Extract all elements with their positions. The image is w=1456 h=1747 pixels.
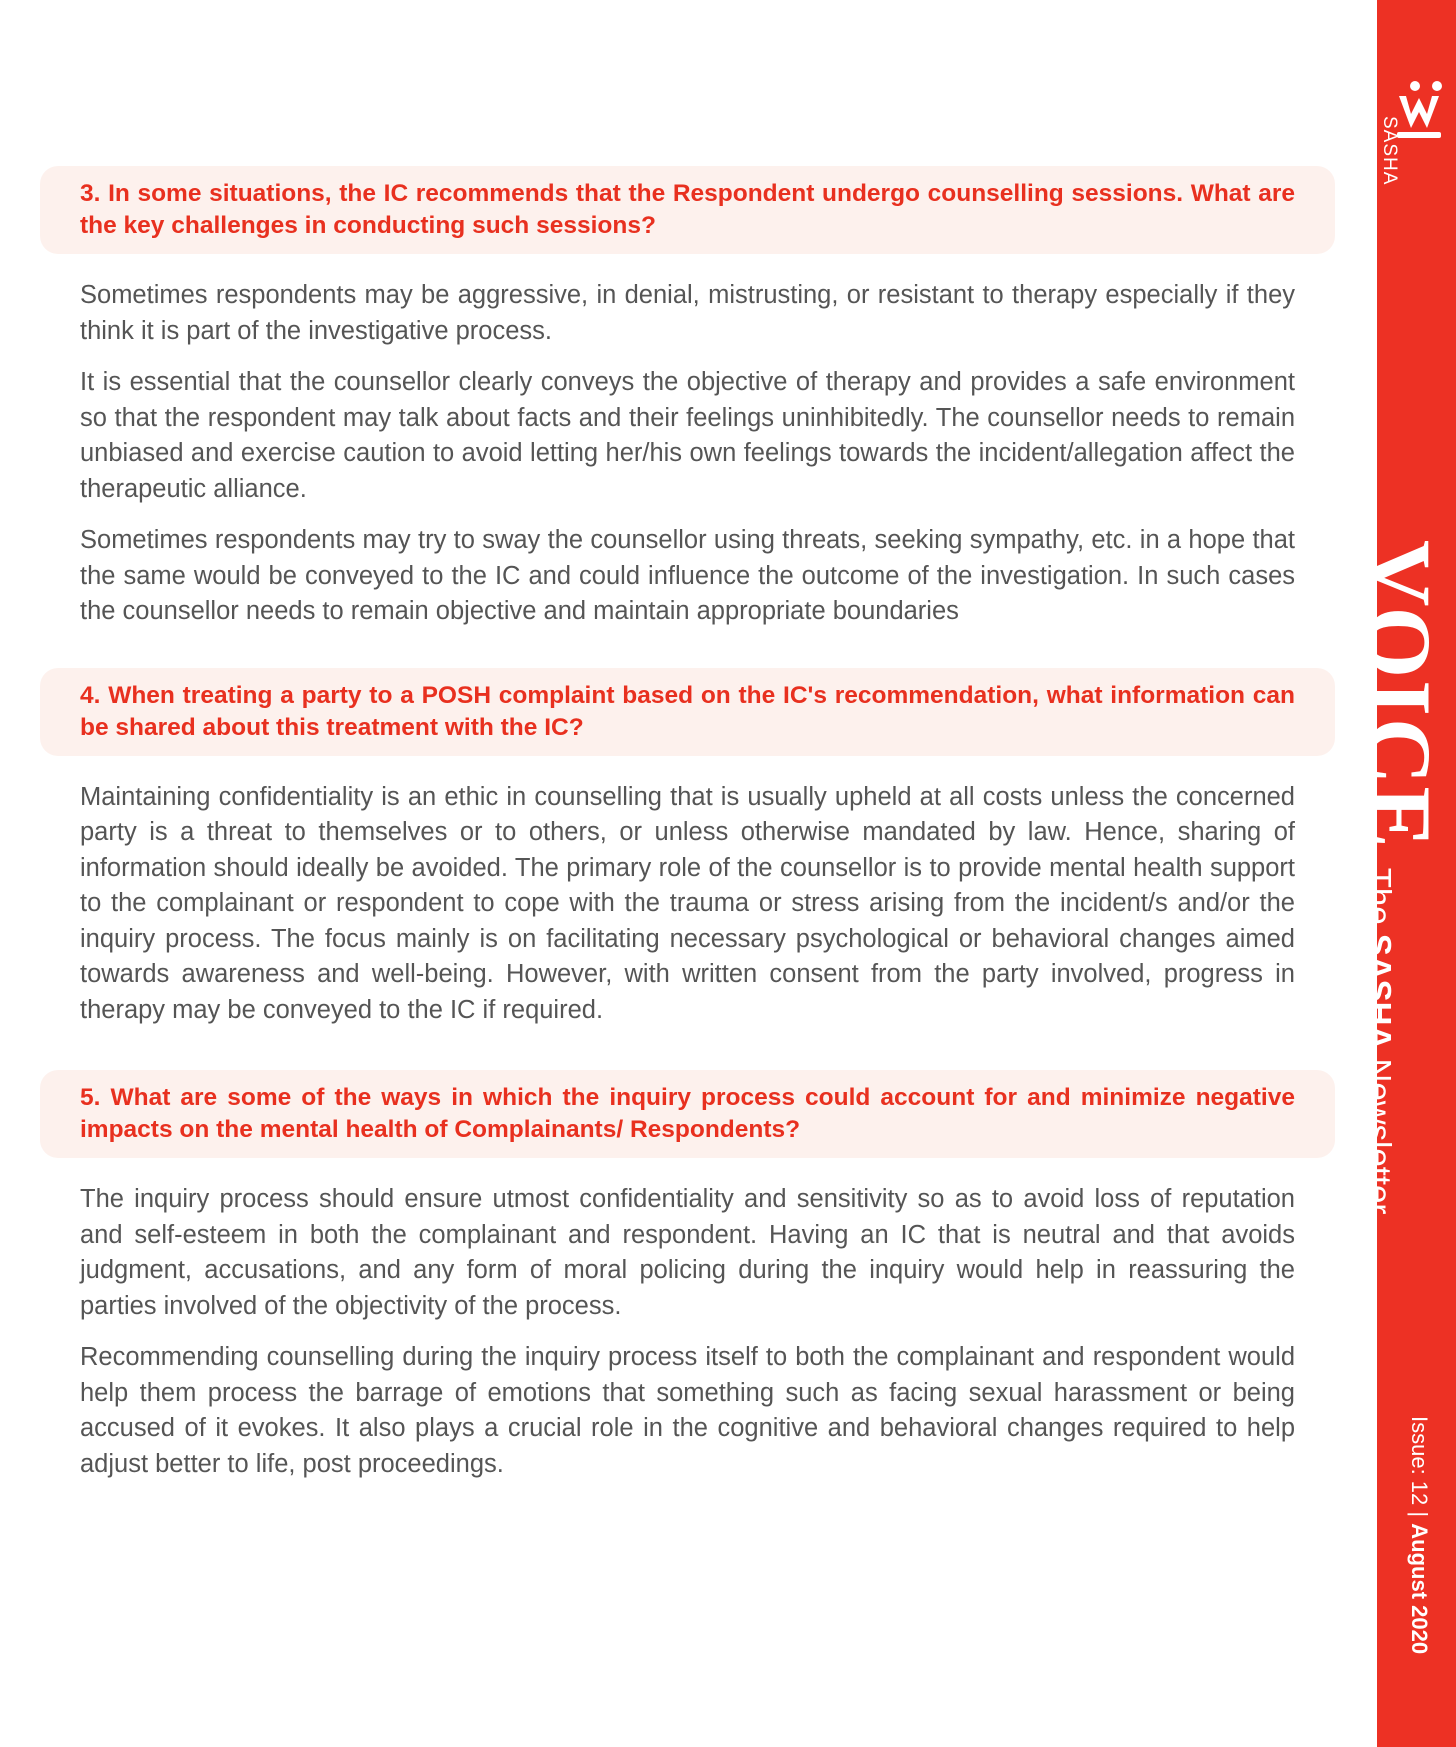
masthead-title: VOICE [1348,540,1450,850]
issue-info [1406,1416,1432,1654]
masthead [1346,540,1452,1214]
answer-4-paragraph-1: Maintaining confidentiality is an ethic in counselling that is usually upheld at all costs unless the concerned party is a threat to themselves or to others, or unless otherwise mandated by law. Hence, sharing of information should ideally be avoided. The primary role of the counsellor is to provide mental health support to the complainant or respondent to cope with the trauma or stress arising from the incident/s and/or the inquiry process. The focus mainly is on facilitating necessary psychological or behavioral changes aimed towards awareness and well-being. However, with written consent from the party involved, progress in therapy may be conveyed to the IC if required. [80,782,1295,1024]
tagline-the: The [1361,867,1398,925]
masthead-tagline [1361,868,1398,1215]
tagline-newsletter: Newsletter [1361,1058,1398,1215]
logo-wordmark: SASHA [1379,116,1400,186]
issue-date: August 2020 [1407,1523,1432,1655]
issue-number: Issue: 12 [1407,1416,1432,1506]
answer-5-paragraph-2: Recommending counselling during the inquiry process itself to both the complainant and respondent would help them process the barrage of emotions that something such as facing sexual harassment or being accused of it evokes. It also plays a crucial role in the cognitive and behavioral changes required to help adjust better to life, post proceedings. [80,1343,1295,1478]
answer-5-paragraph-1: The inquiry process should ensure utmost confidentiality and sensitivity so as to avoid loss of reputation and self-esteem in both the complainant and respondent. Having an IC that is neutral and that avoids judgment, accusations, and any form of moral policing during the inquiry would help in reassuring the parties involved of the objectivity of the process. [80,1185,1295,1320]
question-5: 5. What are some of the ways in which the inquiry process could account for and minimize negative impacts on the mental health of Complainants/ Respondents? [40,1070,1335,1158]
question-4: 4. When treating a party to a POSH complaint based on the IC's recommendation, what information can be shared about this treatment with the IC? [40,668,1335,756]
answer-3-paragraph-1: Sometimes respondents may be aggressive, in denial, mistrusting, or resistant to therapy especially if they think it is part of the investigative process. [80,281,1295,345]
tagline-brand: SASHA [1361,933,1398,1050]
answer-3-paragraph-2: It is essential that the counsellor clearly conveys the objective of therapy and provides a safe environment so that the respondent may talk about facts and their feelings uninhibitedly. The counsellor needs to remain unbiased and exercise caution to avoid letting her/his own feelings towards the incident/allegation affect the therapeutic alliance. [80,368,1295,503]
article-content [40,166,1335,1482]
question-3: 3. In some situations, the IC recommends that the Respondent undergo counselling sessions. What are the key challenges in conducting such sessions? [40,166,1335,254]
answer-3-paragraph-3: Sometimes respondents may try to sway the counsellor using threats, seeking sympathy, etc. in a hope that the same would be conveyed to the IC and could influence the outcome of the investigation. In such cases the counsellor needs to remain objective and maintain appropriate boundaries [80,526,1295,625]
issue-separator: | [1407,1511,1432,1518]
